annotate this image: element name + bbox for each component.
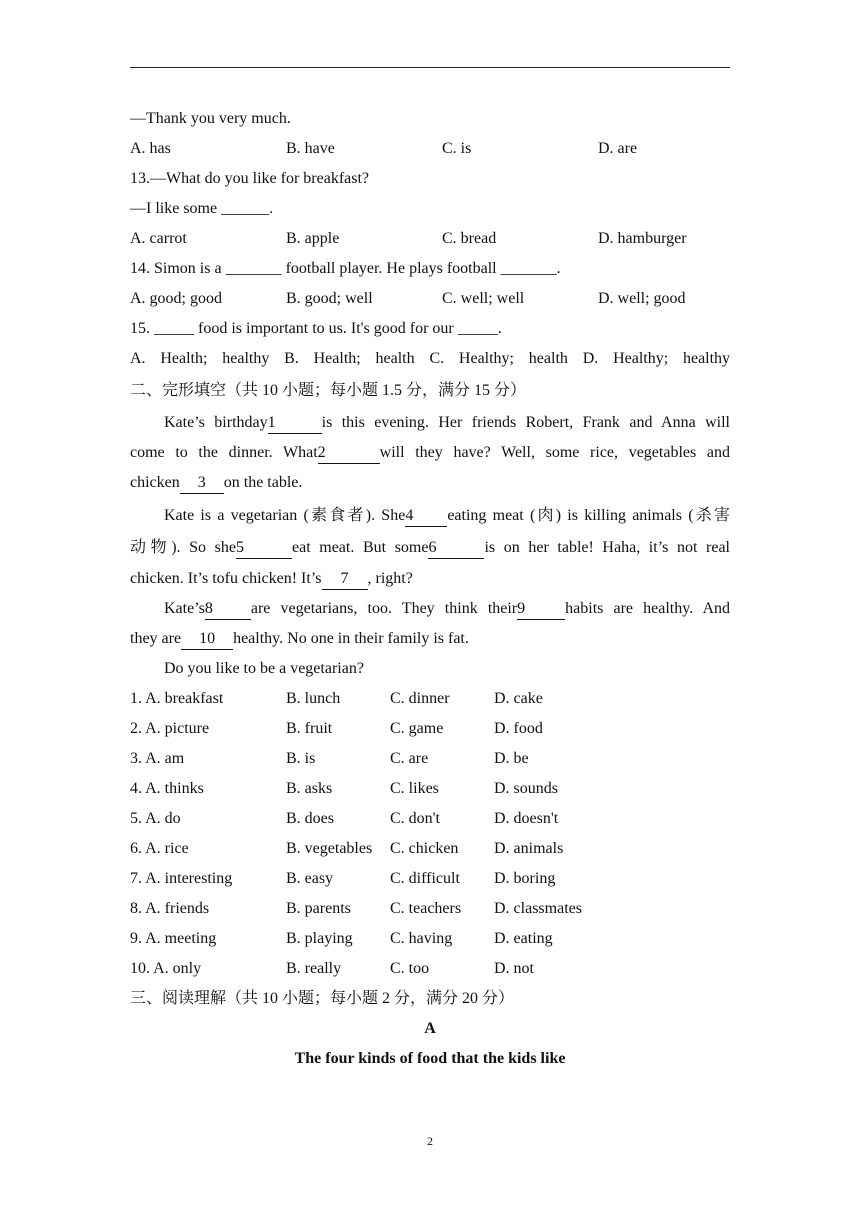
blank-5: 5 (236, 538, 292, 559)
blank-7: 7 (322, 569, 368, 590)
text: come to the dinner. What (130, 444, 318, 461)
option-a: 9. A. meeting (130, 930, 217, 947)
option-d: D. sounds (494, 780, 559, 797)
cloze-line (130, 594, 730, 624)
option-c: C. well; well (442, 290, 525, 307)
option-b: B. apple (286, 230, 340, 247)
option-c: C. is (442, 140, 472, 157)
option-a: 5. A. do (130, 810, 181, 827)
cloze-option-row (130, 804, 730, 834)
option-a: 7. A. interesting (130, 870, 233, 887)
cloze-line (130, 564, 730, 594)
option-c: C. teachers (390, 900, 462, 917)
option-b: B. Health; health (284, 350, 415, 367)
option-a: 10. A. only (130, 960, 202, 977)
option-c: C. Healthy; health (429, 350, 568, 367)
option-c: C. don't (390, 810, 440, 827)
q13-question: 13.—What do you like for breakfast? (130, 170, 370, 187)
cloze-line (130, 438, 730, 468)
option-a: 6. A. rice (130, 840, 189, 857)
cloze-line (130, 624, 730, 654)
blank-2: 2 (318, 443, 380, 464)
option-c: C. chicken (390, 840, 459, 857)
cloze-paragraph-1 (130, 408, 730, 498)
option-a: 3. A. am (130, 750, 185, 767)
option-b: B. does (286, 810, 334, 827)
cloze-option-row (130, 834, 730, 864)
option-b: B. is (286, 750, 316, 767)
q12-reply: —Thank you very much. (130, 110, 291, 127)
option-b: B. parents (286, 900, 351, 917)
option-c: C. likes (390, 780, 439, 797)
text: Kate’s (164, 600, 205, 617)
option-c: C. are (390, 750, 429, 767)
text: chicken (130, 474, 180, 491)
text: Kate is a vegetarian (素食者). She (164, 507, 406, 524)
option-d: D. be (494, 750, 529, 767)
option-b: B. lunch (286, 690, 341, 707)
option-b: B. vegetables (286, 840, 373, 857)
q13-options (130, 224, 730, 254)
text: is on her table! Haha, it’s not real (484, 539, 730, 556)
option-d: D. classmates (494, 900, 582, 917)
cloze-paragraph-2 (130, 500, 730, 594)
blank-1: 1 (268, 413, 322, 434)
option-b: B. fruit (286, 720, 333, 737)
cloze-option-row (130, 714, 730, 744)
text: habits are healthy. And (565, 600, 730, 617)
option-d: D. eating (494, 930, 553, 947)
cloze-option-row (130, 864, 730, 894)
cloze-line (130, 500, 730, 532)
section-3-heading: 三、阅读理解（共 10 小题；每小题 2 分，满分 20 分） (130, 990, 515, 1007)
text: they are (130, 630, 182, 647)
blank-6: 6 (428, 538, 484, 559)
text: are vegetarians, too. They think their (250, 600, 518, 617)
reading-title: The four kinds of food that the kids like (294, 1050, 566, 1067)
cloze-option-row (130, 954, 730, 984)
option-a: A. Health; healthy (130, 350, 270, 367)
option-d: D. not (494, 960, 534, 977)
blank-8: 8 (205, 599, 251, 620)
option-a: A. carrot (130, 230, 187, 247)
cloze-line (130, 468, 730, 498)
option-d: D. are (598, 140, 638, 157)
option-b: B. good; well (286, 290, 373, 307)
cloze-option-row (130, 924, 730, 954)
option-a: 4. A. thinks (130, 780, 204, 797)
option-c: C. difficult (390, 870, 460, 887)
exam-page (130, 104, 730, 1074)
q14-question: 14. Simon is a _______ football player. He plays football _______. (130, 260, 561, 277)
option-d: D. well; good (598, 290, 686, 307)
cloze-paragraph-3 (130, 594, 730, 654)
option-a: 8. A. friends (130, 900, 210, 917)
option-b: B. really (286, 960, 342, 977)
cloze-option-row (130, 774, 730, 804)
option-d: D. doesn't (494, 810, 559, 827)
q13-reply: —I like some ______. (130, 200, 274, 217)
option-c: C. bread (442, 230, 497, 247)
page-number: 2 (427, 1134, 433, 1148)
q14-options (130, 284, 730, 314)
text: eat meat. But some (292, 539, 429, 556)
option-d: D. food (494, 720, 543, 737)
text: is this evening. Her friends Robert, Frank and Anna will (321, 414, 730, 431)
option-b: B. have (286, 140, 335, 157)
cloze-option-row (130, 894, 730, 924)
q15-question: 15. _____ food is important to us. It's good for our _____. (130, 320, 502, 337)
option-b: B. asks (286, 780, 333, 797)
option-c: C. game (390, 720, 444, 737)
option-b: B. easy (286, 870, 334, 887)
cloze-option-row (130, 744, 730, 774)
text: will they have? Well, some rice, vegetables and (379, 444, 730, 461)
section-2-heading: 二、完形填空（共 10 小题；每小题 1.5 分，满分 15 分） (130, 382, 527, 399)
text: , right? (367, 570, 413, 587)
text: healthy. No one in their family is fat. (233, 630, 469, 647)
option-b: B. playing (286, 930, 353, 947)
q12-options (130, 134, 730, 164)
option-d: D. boring (494, 870, 556, 887)
cloze-line (130, 408, 730, 438)
cloze-question-prompt: Do you like to be a vegetarian? (164, 660, 364, 677)
reading-part-label: A (424, 1020, 436, 1037)
option-a: A. has (130, 140, 171, 157)
cloze-line (130, 532, 730, 564)
option-d: D. cake (494, 690, 543, 707)
cloze-option-row (130, 684, 730, 714)
blank-10: 10 (181, 629, 233, 650)
text: Kate’s birthday (164, 414, 268, 431)
option-a: A. good; good (130, 290, 222, 307)
option-d: D. animals (494, 840, 564, 857)
option-d: D. hamburger (598, 230, 687, 247)
blank-3: 3 (180, 473, 224, 494)
option-d: D. Healthy; healthy (582, 350, 731, 367)
text: on the table. (223, 474, 303, 491)
blank-9: 9 (517, 599, 565, 620)
option-a: 1. A. breakfast (130, 690, 224, 707)
text: 动物). So she (130, 539, 236, 556)
text: eating meat (肉) is killing animals (杀害 (447, 507, 730, 524)
q15-options (130, 344, 730, 374)
option-c: C. too (390, 960, 430, 977)
option-c: C. having (390, 930, 453, 947)
option-c: C. dinner (390, 690, 450, 707)
text: chicken. It’s tofu chicken! It’s (130, 570, 322, 587)
blank-4: 4 (405, 506, 447, 527)
cloze-options (130, 684, 730, 984)
option-a: 2. A. picture (130, 720, 210, 737)
header-rule (130, 67, 730, 68)
